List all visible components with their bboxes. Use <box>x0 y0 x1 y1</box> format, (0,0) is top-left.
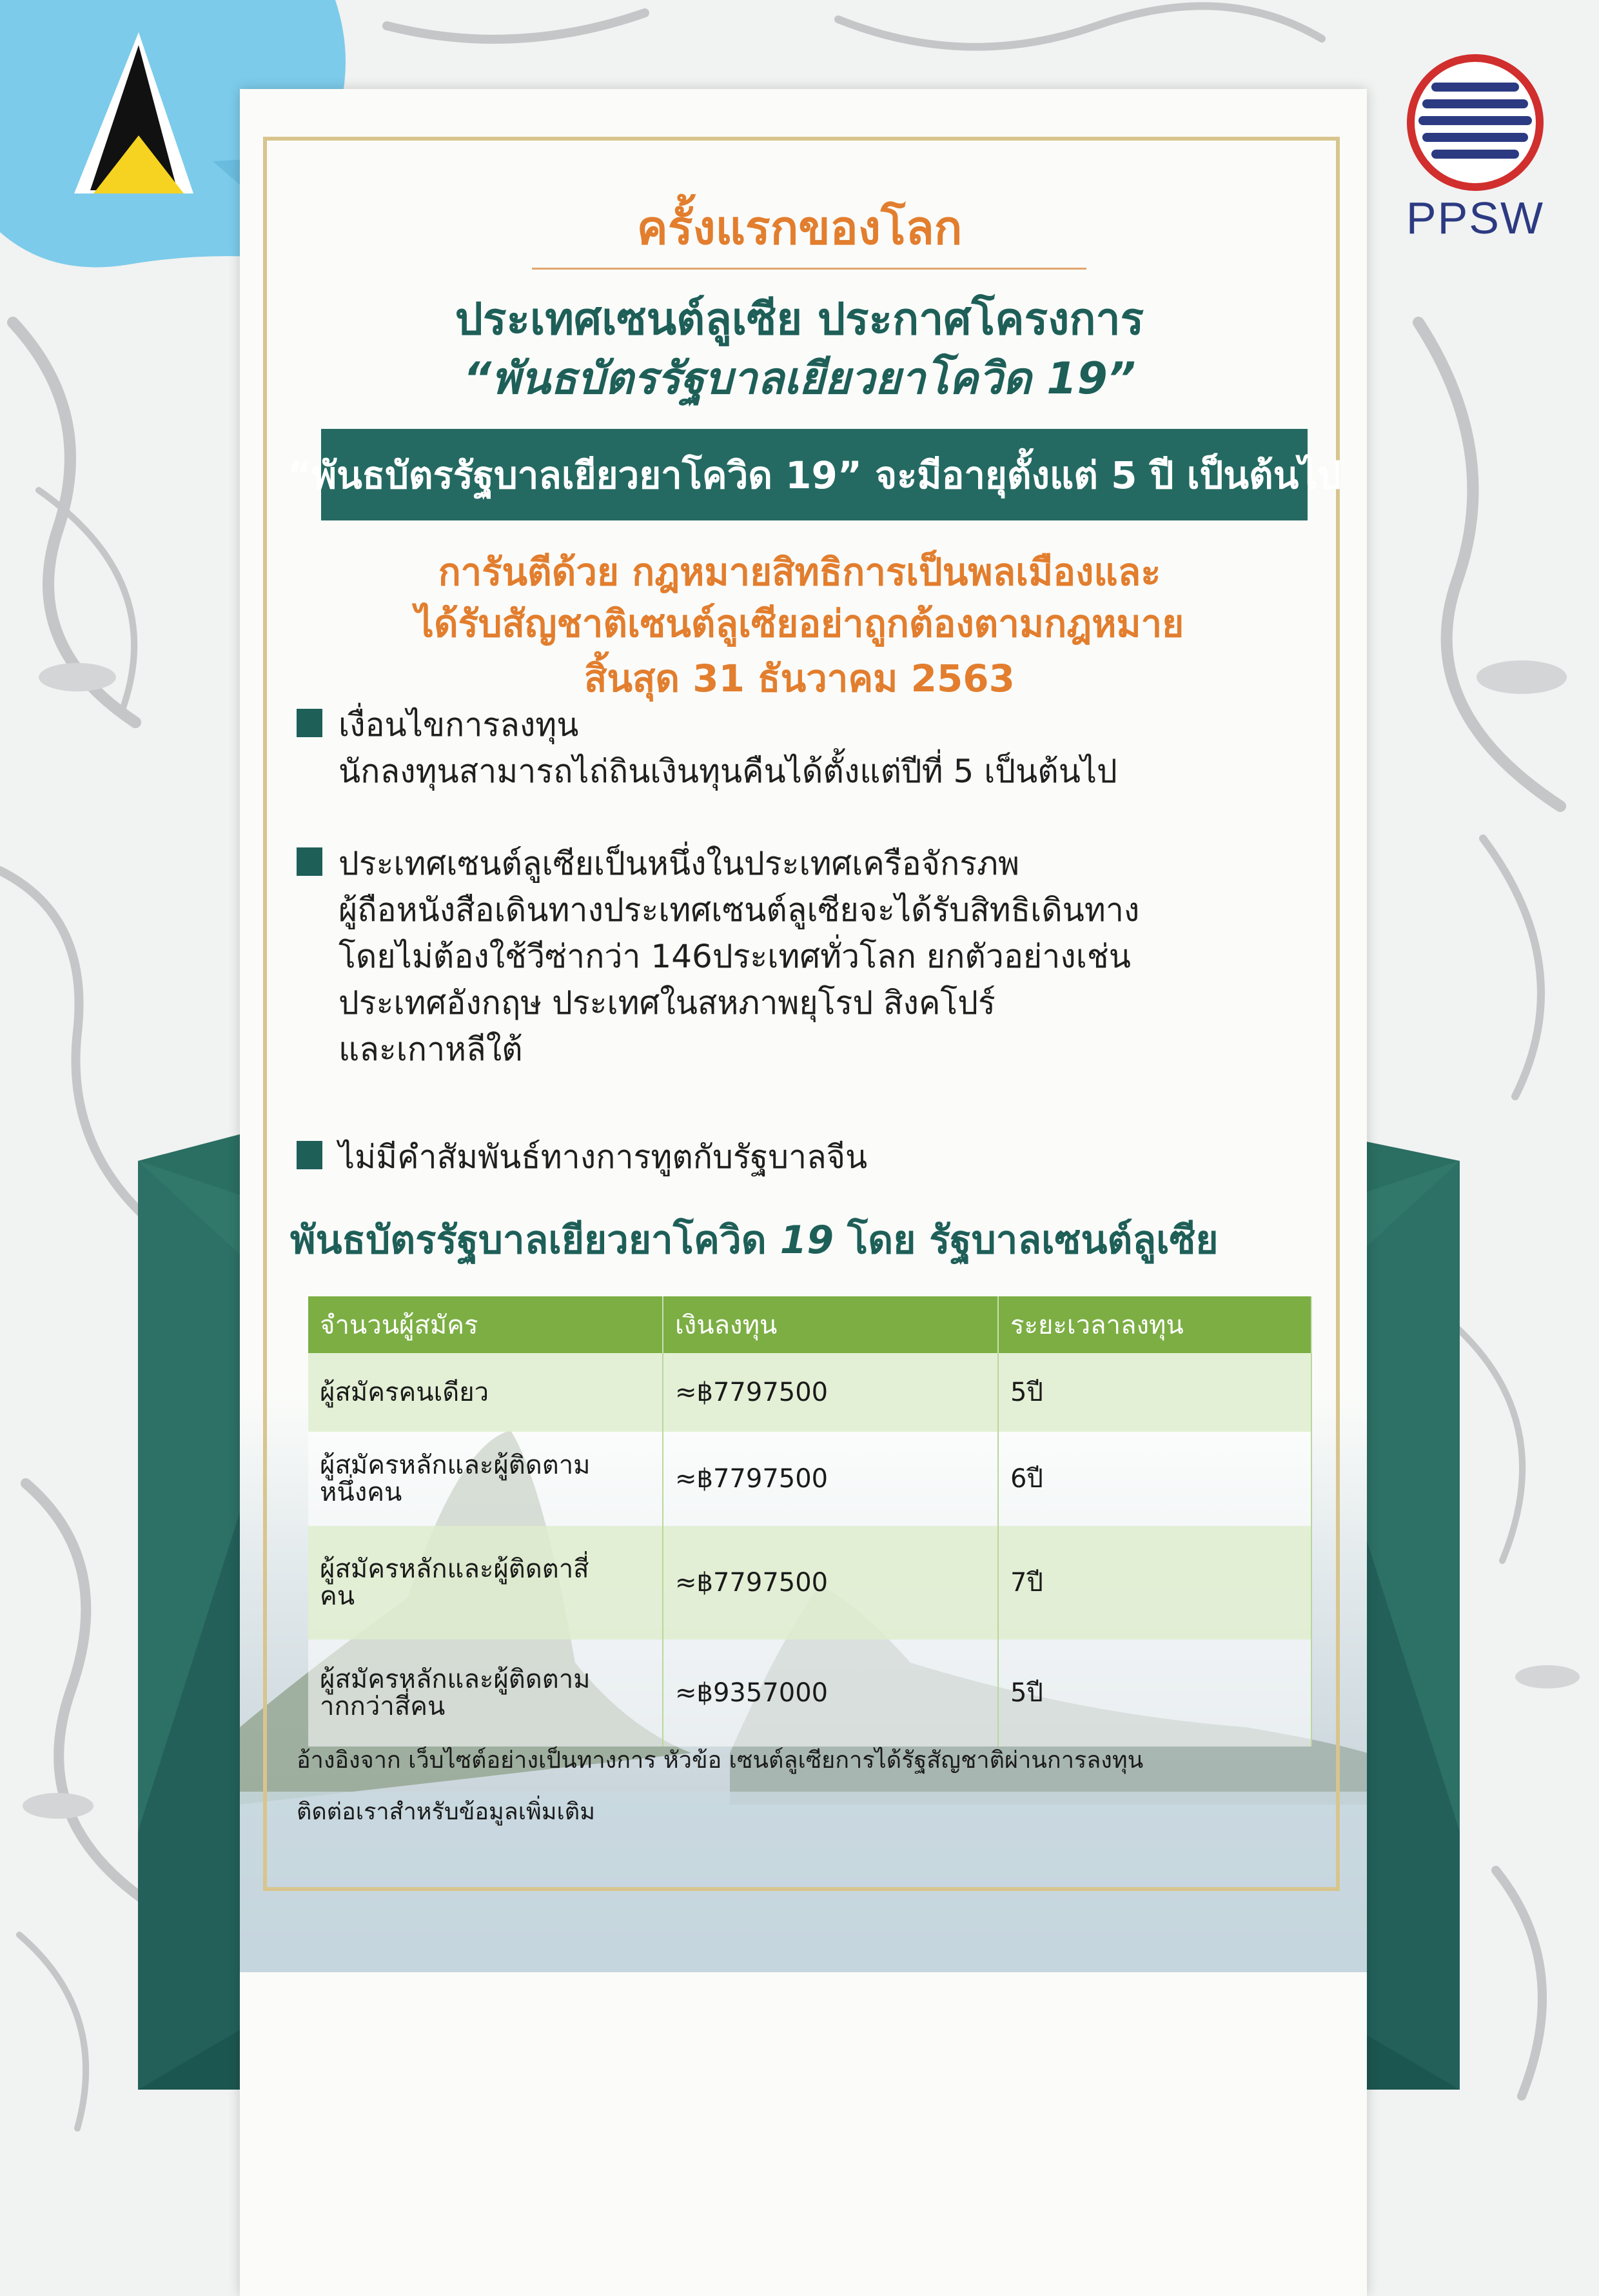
term-cell: 5ปี <box>998 1639 1311 1747</box>
applicant-line: คน <box>320 1581 355 1611</box>
applicant-line: ผู้สมัครคนเดียว <box>320 1378 489 1407</box>
square-bullet-icon <box>297 847 322 876</box>
amount-cell: ≈฿9357000 <box>663 1639 998 1747</box>
term-cell: 5ปี <box>998 1353 1311 1432</box>
table-row <box>308 1526 1311 1639</box>
reference-note: อ้างอิงจาก เว็บไซต์อย่างเป็นทางการ หัวข้อ เซนต์ลูเซียการได้รัฐสัญชาติผ่านการลงทุน <box>297 1747 1144 1774</box>
applicant-line: ผู้สมัครหลักและผู้ติดตาสี่ <box>320 1554 589 1584</box>
applicant-cell <box>308 1639 663 1747</box>
table-title-part2: โดย รัฐบาลเซนต์ลูเซีย <box>834 1218 1219 1263</box>
section-line: ผู้ถือหนังสือเดินทางประเทศเซนต์ลูเซียจะได้รับสิทธิเดินทาง <box>338 891 1140 929</box>
section-line: นักลงทุนสามารถไถ่ถินเงินทุนคืนได้ตั้งแต่ปีที่ 5 เป็นต้นไป <box>338 753 1117 790</box>
table-header-row <box>308 1296 1311 1353</box>
section-line: ประเทศเซนต์ลูเซียเป็นหนึ่งในประเทศเครือจักรภพ <box>338 845 1020 882</box>
contact-note: ติดต่อเราสำหรับข้อมูลเพิ่มเติม <box>297 1799 595 1825</box>
amount-cell: ≈฿7797500 <box>663 1432 998 1526</box>
square-bullet-icon <box>297 709 322 737</box>
applicant-cell <box>308 1432 663 1526</box>
letter-card <box>240 89 1367 2296</box>
table-row <box>308 1639 1311 1747</box>
investment-table <box>308 1296 1312 1747</box>
bond-term-banner <box>287 429 1342 520</box>
column-header-investment: เงินลงทุน <box>663 1296 998 1353</box>
table-title-number: 19 <box>780 1218 834 1263</box>
bond-term-banner-text: “พันธบัตรรัฐบาลเยียวยาโควิด 19” จะมีอายุตั้งแต่ 5 ปี เป็นต้นไป <box>287 453 1342 497</box>
ppsw-logo-mark <box>1404 52 1546 193</box>
section-line: โดยไม่ต้องใช้วีซ่ากว่า 146ประเทศทั่วโลก ยกตัวอย่างเช่น <box>338 938 1131 975</box>
page-title-line1: ประเทศเซนต์ลูเซีย ประกาศโครงการ <box>455 294 1144 345</box>
table-title <box>290 1209 1335 1271</box>
term-cell: 7ปี <box>998 1526 1311 1639</box>
page-title-line2: “พันธบัตรรัฐบาลเยียวยาโควิด 19” <box>463 353 1136 404</box>
table-row <box>308 1353 1311 1432</box>
guarantee-line2: ได้รับสัญชาติเซนต์ลูเซียอย่าถูกต้องตามกฎหมาย <box>415 602 1184 646</box>
guarantee-deadline: สิ้นสุด 31 ธันวาคม 2563 <box>584 657 1015 700</box>
applicant-line: ผู้สมัครหลักและผู้ติดตาม <box>320 1450 591 1480</box>
square-bullet-icon <box>297 1141 322 1169</box>
heading-divider <box>532 268 1086 270</box>
guarantee-line1: การันตีด้วย กฎหมายสิทธิการเป็นพลเมืองและ <box>438 550 1161 594</box>
amount-cell: ≈฿7797500 <box>663 1353 998 1432</box>
applicant-line: ผู้สมัครหลักและผู้ติดตาม <box>320 1665 591 1694</box>
ppsw-logo-text: PPSW <box>1406 193 1545 243</box>
column-header-term: ระยะเวลาลงทุน <box>998 1296 1311 1353</box>
amount-cell: ≈฿7797500 <box>663 1526 998 1639</box>
kicker-heading: ครั้งแรกของโลก <box>636 201 963 255</box>
section-line: ประเทศอังกฤษ ประเทศในสหภาพยุโรป สิงคโปร์ <box>338 984 996 1022</box>
applicant-cell <box>308 1353 663 1432</box>
section-line: เงื่อนไขการลงทุน <box>338 706 579 744</box>
applicant-cell <box>308 1526 663 1639</box>
section-line: ไม่มีคำสัมพันธ์ทางการทูตกับรัฐบาลจีน <box>338 1138 868 1176</box>
applicant-line: ากกว่าสี่คน <box>320 1692 446 1721</box>
table-row <box>308 1432 1311 1526</box>
column-header-applicants: จำนวนผู้สมัคร <box>308 1296 663 1353</box>
section-line: และเกาหลีใต้ <box>338 1031 523 1068</box>
table-title-part1: พันธบัตรรัฐบาลเยียวยาโควิด <box>290 1218 780 1263</box>
term-cell: 6ปี <box>998 1432 1311 1526</box>
applicant-line: หนึ่งคน <box>320 1478 402 1507</box>
